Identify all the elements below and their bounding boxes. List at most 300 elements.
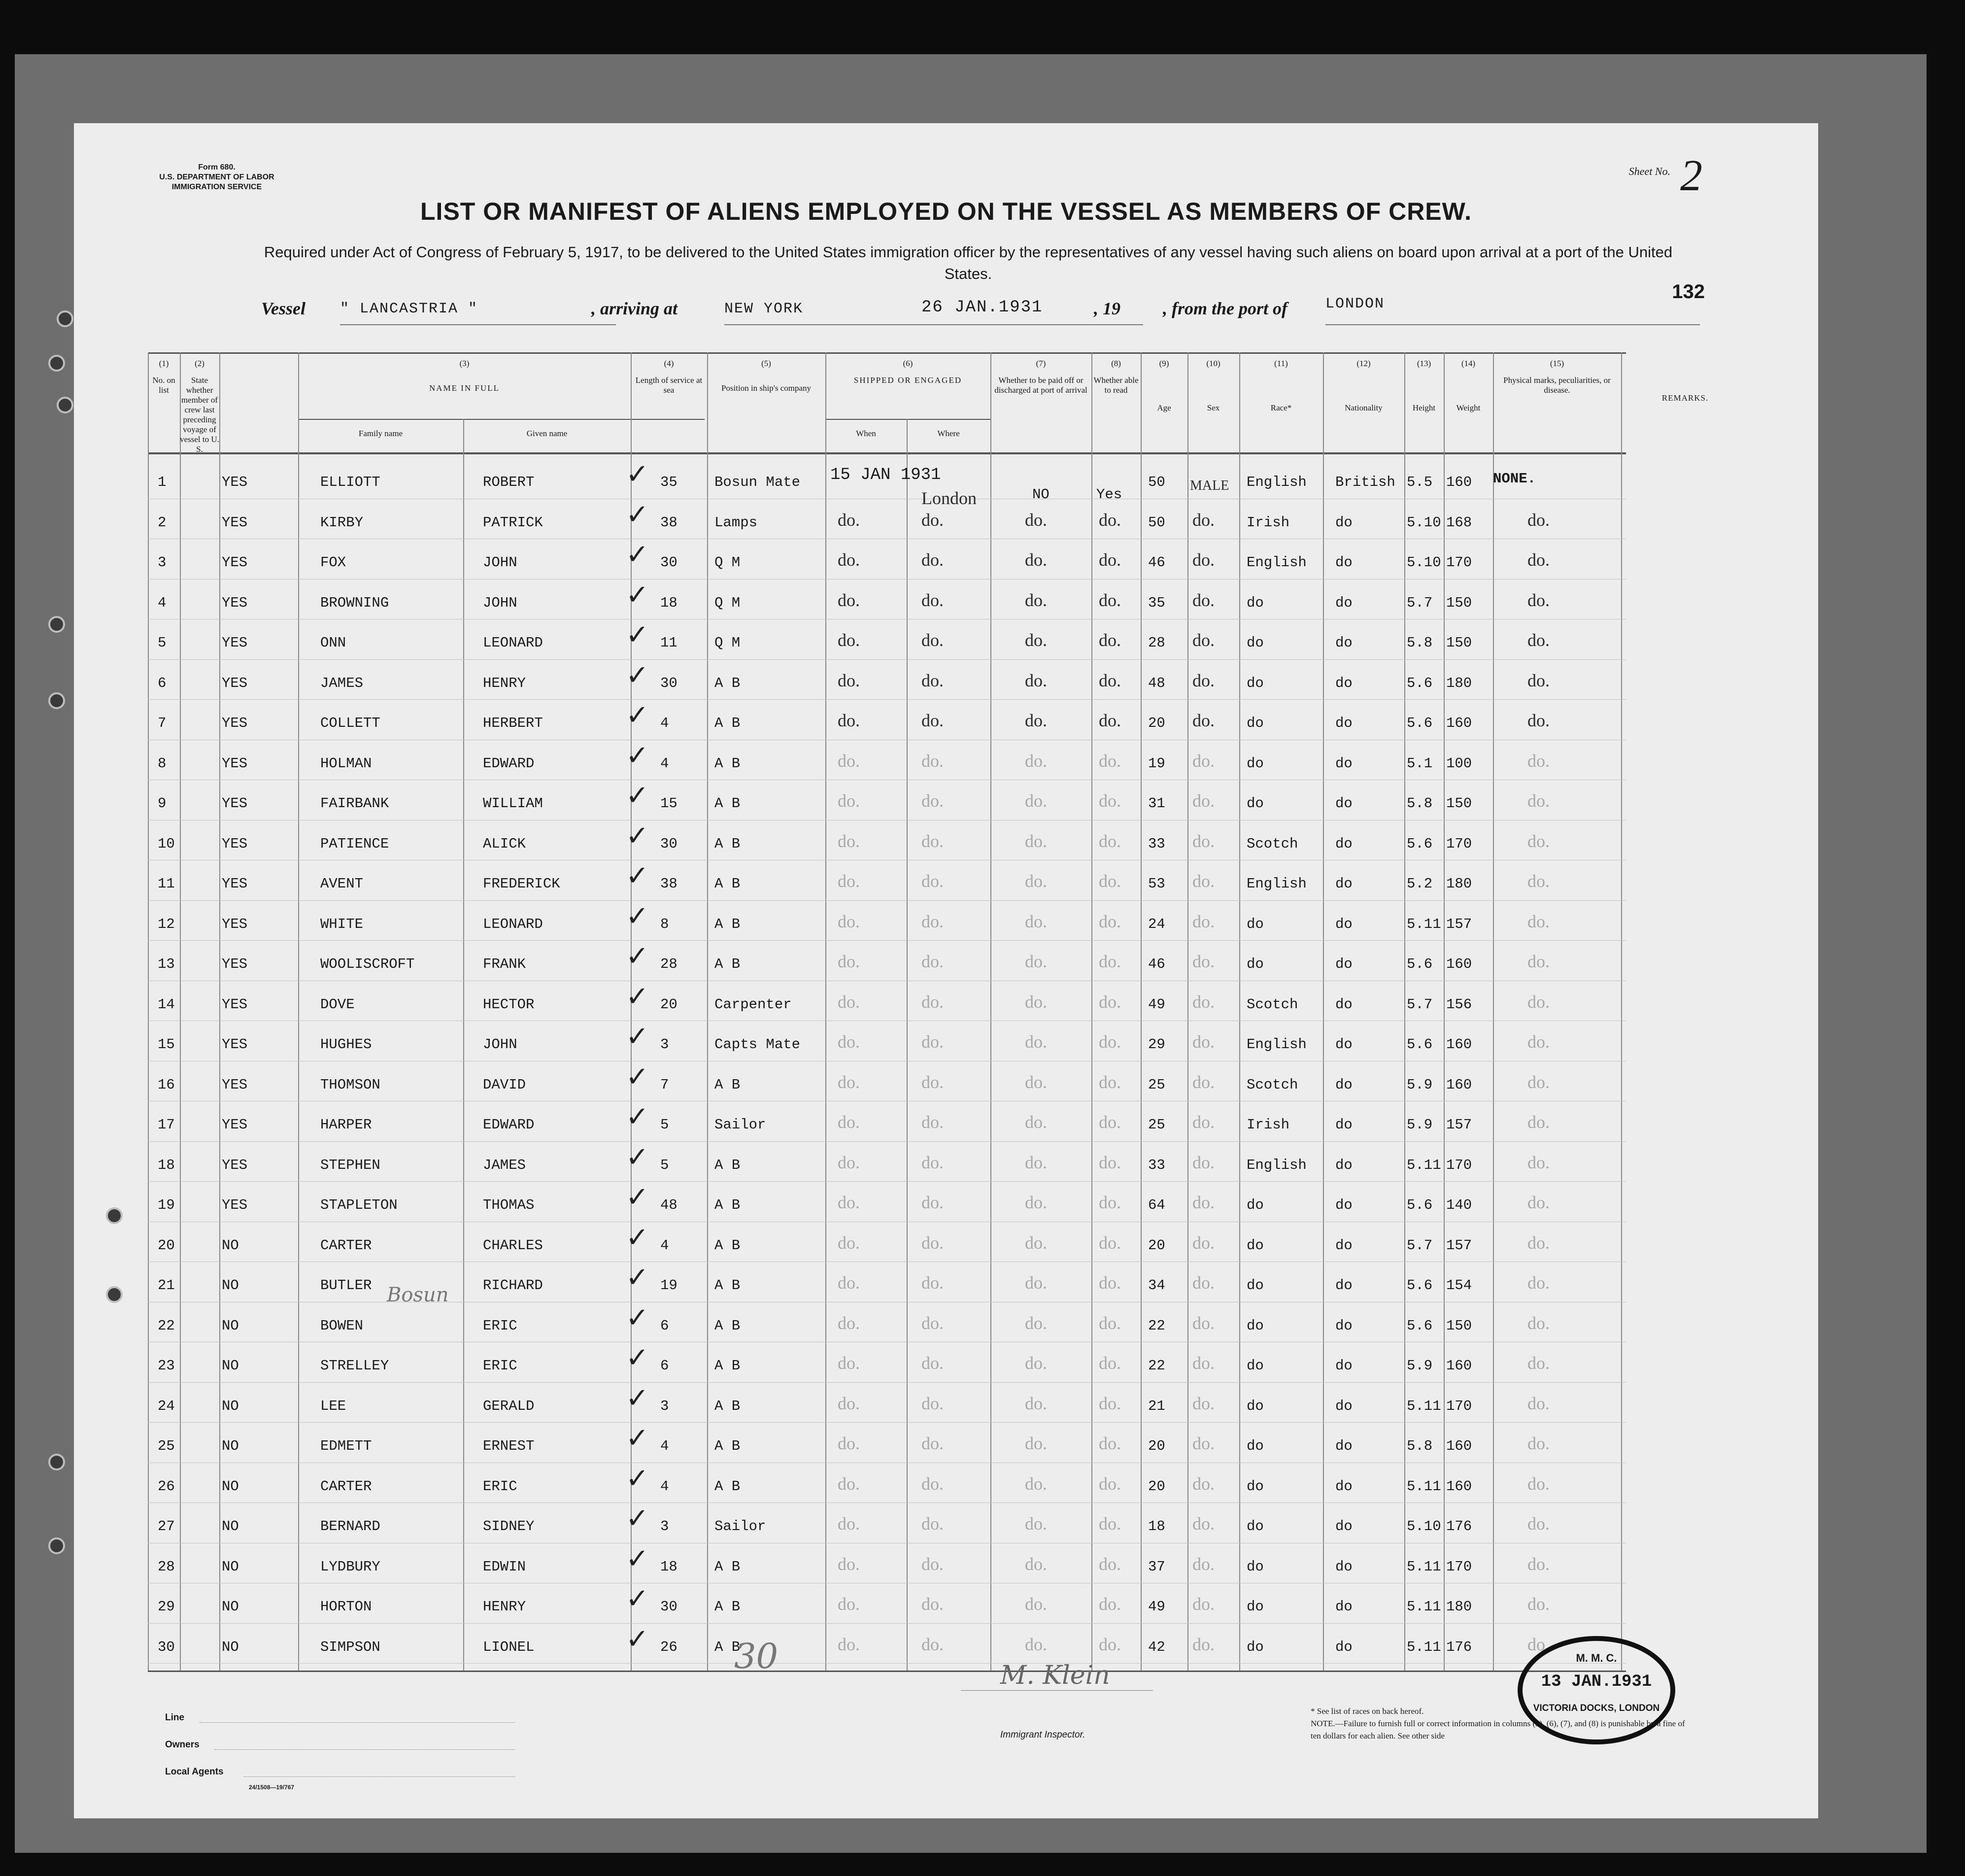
- age: 22: [1148, 1317, 1165, 1334]
- weight: 157: [1446, 916, 1472, 932]
- ditto-read: do.: [1099, 791, 1121, 811]
- agents-underline: [244, 1776, 515, 1777]
- race: do: [1247, 1518, 1264, 1535]
- weight: 160: [1446, 956, 1472, 972]
- when-header: When: [856, 429, 876, 438]
- ditto-read: do.: [1099, 590, 1121, 610]
- ditto-where: do.: [921, 1313, 944, 1333]
- col-rule: [907, 419, 908, 1671]
- age: 29: [1148, 1036, 1165, 1053]
- nationality: do: [1335, 1277, 1353, 1294]
- punch-hole: [106, 1207, 123, 1224]
- ditto-where: do.: [921, 670, 944, 690]
- row-rule: [148, 900, 1626, 901]
- ditto-read: do.: [1099, 1232, 1121, 1253]
- col-rule: [1404, 352, 1405, 1671]
- nationality: do: [1335, 1237, 1353, 1254]
- col-rule: [180, 352, 181, 1671]
- check-mark-icon: ✓: [626, 940, 649, 972]
- from-port-label: , from the port of: [1163, 299, 1288, 318]
- ditto-where: do.: [921, 952, 944, 971]
- col-rule: [1444, 352, 1445, 1671]
- ditto-when: do.: [838, 590, 860, 610]
- service-length: 4: [660, 755, 669, 772]
- height: 5.5: [1407, 474, 1433, 490]
- age: 53: [1148, 876, 1165, 892]
- ditto-read: do.: [1099, 871, 1121, 891]
- ditto-when: do.: [838, 831, 860, 851]
- race: do: [1247, 1277, 1264, 1294]
- sheet-no-label: Sheet No.: [1628, 165, 1670, 177]
- height: 5.6: [1407, 675, 1433, 691]
- col14-header: (14) Weight: [1456, 359, 1481, 412]
- previous-voyage: YES: [222, 996, 248, 1013]
- nationality: do: [1335, 1076, 1353, 1093]
- row-number: 29: [158, 1599, 175, 1615]
- given-name: PATRICK: [483, 514, 543, 531]
- race: do: [1247, 1358, 1264, 1374]
- line-label: Line: [165, 1712, 185, 1723]
- arriving-label: , arriving at: [591, 299, 678, 318]
- ditto-marks: do.: [1527, 911, 1550, 931]
- nationality: do: [1335, 1117, 1353, 1133]
- age: 33: [1148, 835, 1165, 852]
- nationality: do: [1335, 1478, 1353, 1495]
- check-mark-icon: ✓: [626, 1181, 649, 1213]
- row-rule: [148, 659, 1626, 660]
- check-mark-icon: ✓: [626, 819, 649, 852]
- height: 5.6: [1407, 956, 1433, 972]
- age: 25: [1148, 1076, 1165, 1093]
- row-number: 1: [158, 474, 167, 490]
- given-name: ERNEST: [483, 1438, 535, 1454]
- height: 5.6: [1407, 1036, 1433, 1053]
- race: do: [1247, 1438, 1264, 1454]
- race: do: [1247, 1237, 1264, 1254]
- punch-hole: [106, 1286, 123, 1303]
- ditto-paid-off: do.: [1025, 1433, 1047, 1453]
- ditto-paid-off: do.: [1025, 871, 1047, 891]
- ditto-where: do.: [921, 1353, 944, 1373]
- row-number: 19: [158, 1197, 175, 1213]
- shipped-date: 15 JAN 1931: [830, 466, 941, 484]
- arrival-date: 26 JAN.1931: [921, 298, 1043, 317]
- ditto-read: do.: [1099, 510, 1121, 530]
- service-length: 30: [660, 554, 678, 571]
- ditto-marks: do.: [1527, 1554, 1550, 1574]
- service-length: 6: [660, 1317, 669, 1334]
- position: A B: [714, 675, 741, 691]
- service-length: 4: [660, 1237, 669, 1254]
- ditto-when: do.: [838, 791, 860, 811]
- nationality: do: [1335, 554, 1353, 571]
- check-mark-icon: ✓: [626, 619, 649, 651]
- given-name: HENRY: [483, 1599, 526, 1615]
- age: 34: [1148, 1277, 1165, 1294]
- service-length: 15: [660, 795, 678, 812]
- check-mark-icon: ✓: [626, 739, 649, 772]
- height: 5.8: [1407, 1438, 1433, 1454]
- previous-voyage: YES: [222, 755, 248, 772]
- nationality: do: [1335, 1438, 1353, 1454]
- col12-header: (12) Nationality: [1345, 359, 1383, 412]
- ditto-when: do.: [838, 911, 860, 931]
- family-name: BERNARD: [320, 1518, 380, 1535]
- ditto-read: do.: [1099, 991, 1121, 1012]
- ditto-marks: do.: [1527, 670, 1550, 690]
- ditto-marks: do.: [1527, 871, 1550, 891]
- punch-hole: [48, 616, 65, 633]
- position: Lamps: [714, 514, 758, 531]
- ditto-paid-off: do.: [1025, 1072, 1047, 1092]
- position: A B: [714, 1197, 741, 1213]
- ditto-where: do.: [921, 1514, 944, 1534]
- ditto-when: do.: [838, 550, 860, 570]
- row-number: 13: [158, 956, 175, 972]
- height: 5.2: [1407, 876, 1433, 892]
- given-name: ERIC: [483, 1478, 517, 1495]
- bowen-note-annotation: Bosun: [387, 1284, 449, 1306]
- given-name: RICHARD: [483, 1277, 543, 1294]
- weight: 150: [1446, 795, 1472, 812]
- ditto-where: do.: [921, 1273, 944, 1293]
- ditto-read: do.: [1099, 1193, 1121, 1212]
- table-bottom-border: [148, 1671, 1626, 1672]
- ditto-marks: do.: [1527, 1594, 1550, 1614]
- check-mark-icon: ✓: [626, 579, 649, 611]
- age: 42: [1148, 1638, 1165, 1655]
- owners-label: Owners: [165, 1740, 200, 1750]
- col-rule: [1141, 352, 1142, 1671]
- ditto-sex: do.: [1192, 1193, 1215, 1212]
- family-name: STRELLEY: [320, 1358, 389, 1374]
- family-name: HARPER: [320, 1117, 372, 1133]
- service-length: 3: [660, 1036, 669, 1053]
- given-name: ERIC: [483, 1317, 517, 1334]
- position: Q M: [714, 635, 741, 651]
- position: A B: [714, 1599, 741, 1615]
- nationality: do: [1335, 1197, 1353, 1213]
- weight: 180: [1446, 876, 1472, 892]
- position: A B: [714, 1277, 741, 1294]
- position: A B: [714, 876, 741, 892]
- name-subheader-rule: [298, 419, 705, 420]
- race: English: [1247, 1036, 1307, 1053]
- ditto-where: do.: [921, 1032, 944, 1052]
- races-footnote: * See list of races on back hereof.: [1311, 1706, 1424, 1716]
- previous-voyage: YES: [222, 795, 248, 812]
- ditto-sex: do.: [1192, 871, 1215, 891]
- position: A B: [714, 1638, 741, 1655]
- col-rule: [219, 352, 220, 1671]
- given-name: DAVID: [483, 1076, 526, 1093]
- ditto-marks: do.: [1527, 1634, 1550, 1654]
- document-title: LIST OR MANIFEST OF ALIENS EMPLOYED ON THE VESSEL AS MEMBERS OF CREW.: [420, 198, 1472, 225]
- col13-header: (13) Height: [1412, 359, 1436, 412]
- race: do: [1247, 1478, 1264, 1495]
- age: 21: [1148, 1398, 1165, 1414]
- race: do: [1247, 594, 1264, 611]
- height: 5.11: [1407, 1638, 1441, 1655]
- col4-header: (4) Length of service at sea: [635, 359, 703, 395]
- ditto-where: do.: [921, 750, 944, 771]
- weight: 157: [1446, 1237, 1472, 1254]
- ditto-read: do.: [1099, 1594, 1121, 1614]
- row-number: 16: [158, 1076, 175, 1093]
- ditto-where: do.: [921, 711, 944, 730]
- col2-header: (2) State whether member of crew last preceding voyage of vessel to U. S.: [180, 359, 219, 454]
- owners-underline: [214, 1749, 515, 1750]
- ditto-read: do.: [1099, 831, 1121, 851]
- weight: 170: [1446, 554, 1472, 571]
- race: English: [1247, 474, 1307, 490]
- ditto-paid-off: do.: [1025, 1032, 1047, 1052]
- nationality: do: [1335, 916, 1353, 932]
- col-rule: [1187, 352, 1188, 1671]
- position: Sailor: [714, 1518, 766, 1535]
- row-rule: [148, 1422, 1626, 1423]
- given-name-header: Given name: [526, 429, 568, 438]
- ditto-when: do.: [838, 1473, 860, 1494]
- col8-header: (8) Whether able to read: [1093, 359, 1139, 395]
- previous-voyage: NO: [222, 1438, 239, 1454]
- col11-header: (11) Race*: [1270, 359, 1292, 412]
- ditto-where: do.: [921, 590, 944, 610]
- ditto-read: do.: [1099, 952, 1121, 971]
- height: 5.6: [1407, 1317, 1433, 1334]
- service-length: 28: [660, 956, 678, 972]
- given-name: ALICK: [483, 835, 526, 852]
- document-subtitle: Required under Act of Congress of February 5, 1917, to be delivered to the United States immigration officer by the representatives of any vessel having such aliens on board upon arrival at a port of the United States.: [264, 243, 1673, 282]
- family-name: KIRBY: [320, 514, 364, 531]
- weight: 160: [1446, 1036, 1472, 1053]
- given-name: LEONARD: [483, 635, 543, 651]
- vessel-label: Vessel: [261, 299, 305, 318]
- age: 20: [1148, 1478, 1165, 1495]
- nationality: do: [1335, 956, 1353, 972]
- ditto-marks: do.: [1527, 550, 1550, 570]
- age: 46: [1148, 956, 1165, 972]
- height: 5.11: [1407, 1558, 1441, 1575]
- ditto-where: do.: [921, 1072, 944, 1092]
- row-rule: [148, 699, 1626, 700]
- family-name: CARTER: [320, 1478, 372, 1495]
- ditto-sex: do.: [1192, 1353, 1215, 1373]
- ditto-marks: do.: [1527, 1433, 1550, 1453]
- row-rule: [148, 1623, 1626, 1624]
- inspector-underline: [961, 1690, 1153, 1691]
- ditto-where: do.: [921, 1554, 944, 1574]
- ditto-where: do.: [921, 1594, 944, 1614]
- ditto-when: do.: [838, 1032, 860, 1052]
- family-name: BROWNING: [320, 594, 389, 611]
- col-rule: [707, 352, 708, 1671]
- ditto-sex: do.: [1192, 590, 1215, 610]
- ditto-when: do.: [838, 1313, 860, 1333]
- age: 24: [1148, 916, 1165, 932]
- family-name: HUGHES: [320, 1036, 372, 1053]
- ditto-paid-off: do.: [1025, 750, 1047, 771]
- row-number: 10: [158, 835, 175, 852]
- row-number: 8: [158, 755, 167, 772]
- given-name: ROBERT: [483, 474, 535, 490]
- race: do: [1247, 715, 1264, 731]
- position: Sailor: [714, 1117, 766, 1133]
- ditto-sex: do.: [1192, 1554, 1215, 1574]
- row-number: 9: [158, 795, 167, 812]
- row-number: 3: [158, 554, 167, 571]
- family-name: LEE: [320, 1398, 346, 1414]
- service-length: 19: [660, 1277, 678, 1294]
- position: A B: [714, 715, 741, 731]
- family-name: HORTON: [320, 1599, 372, 1615]
- ditto-sex: do.: [1192, 831, 1215, 851]
- paid-off-first: NO: [1032, 486, 1050, 503]
- race: do: [1247, 755, 1264, 772]
- row-number: 17: [158, 1117, 175, 1133]
- form-identifier: [128, 163, 305, 192]
- ditto-sex: do.: [1192, 1433, 1215, 1453]
- nationality: do: [1335, 1036, 1353, 1053]
- ditto-when: do.: [838, 1634, 860, 1654]
- age: 19: [1148, 755, 1165, 772]
- position: A B: [714, 1157, 741, 1173]
- manifest-page: [74, 123, 1818, 1818]
- nationality: do: [1335, 1558, 1353, 1575]
- family-name: DOVE: [320, 996, 355, 1013]
- ditto-where: do.: [921, 791, 944, 811]
- ditto-marks: do.: [1527, 831, 1550, 851]
- row-number: 11: [158, 876, 175, 892]
- position: A B: [714, 1237, 741, 1254]
- weight: 170: [1446, 1398, 1472, 1414]
- age: 49: [1148, 1599, 1165, 1615]
- height: 5.7: [1407, 996, 1433, 1013]
- height: 5.11: [1407, 916, 1441, 932]
- row-rule: [148, 1502, 1626, 1503]
- punch-hole: [57, 397, 73, 413]
- previous-voyage: YES: [222, 554, 248, 571]
- given-name: GERALD: [483, 1398, 535, 1414]
- weight: 156: [1446, 996, 1472, 1013]
- ditto-when: do.: [838, 1273, 860, 1293]
- age: 20: [1148, 715, 1165, 731]
- race: do: [1247, 1317, 1264, 1334]
- ditto-where: do.: [921, 1473, 944, 1494]
- col6-header: (6) SHIPPED OR ENGAGED: [853, 359, 962, 385]
- race: do: [1247, 795, 1264, 812]
- check-mark-icon: ✓: [626, 1462, 649, 1495]
- ditto-sex: do.: [1192, 911, 1215, 931]
- previous-voyage: YES: [222, 916, 248, 932]
- position: Q M: [714, 554, 741, 571]
- family-name: STEPHEN: [320, 1157, 380, 1173]
- check-mark-icon: ✓: [626, 1583, 649, 1615]
- height: 5.10: [1407, 514, 1441, 531]
- race: English: [1247, 1157, 1307, 1173]
- ditto-sex: do.: [1192, 952, 1215, 971]
- family-name: ONN: [320, 635, 346, 651]
- family-name: JAMES: [320, 675, 364, 691]
- row-number: 15: [158, 1036, 175, 1053]
- able-to-read-first: Yes: [1096, 486, 1122, 503]
- check-mark-icon: ✓: [626, 1021, 649, 1053]
- service-length: 35: [660, 474, 678, 490]
- previous-voyage: NO: [222, 1518, 239, 1535]
- position: A B: [714, 1478, 741, 1495]
- inspector-signature: M. Klein: [1000, 1661, 1110, 1690]
- age: 25: [1148, 1117, 1165, 1133]
- ditto-paid-off: do.: [1025, 1353, 1047, 1373]
- ditto-paid-off: do.: [1025, 952, 1047, 971]
- age: 50: [1148, 514, 1165, 531]
- ditto-read: do.: [1099, 1032, 1121, 1052]
- check-mark-icon: ✓: [626, 1060, 649, 1093]
- weight: 176: [1446, 1518, 1472, 1535]
- ditto-read: do.: [1099, 1072, 1121, 1092]
- age: 31: [1148, 795, 1165, 812]
- ditto-marks: do.: [1527, 590, 1550, 610]
- ditto-where: do.: [921, 630, 944, 650]
- ditto-sex: do.: [1192, 1634, 1215, 1654]
- penalty-note: NOTE.—Failure to furnish full or correct information in columns (3), (6), (7), and (8) is punishable by a fine of ten dollars for each alien. See other side: [1311, 1719, 1685, 1740]
- ditto-marks: do.: [1527, 952, 1550, 971]
- weight: 157: [1446, 1117, 1472, 1133]
- service-length: 30: [660, 835, 678, 852]
- row-number: 7: [158, 715, 167, 731]
- weight: 160: [1446, 715, 1472, 731]
- row-number: 26: [158, 1478, 175, 1495]
- ditto-sex: do.: [1192, 1594, 1215, 1614]
- form-number: Form 680.: [198, 163, 236, 171]
- check-mark-icon: ✓: [626, 1221, 649, 1254]
- row-rule: [148, 1382, 1626, 1383]
- sex-first: MALE: [1190, 478, 1229, 493]
- ditto-when: do.: [838, 1514, 860, 1534]
- row-rule: [148, 579, 1626, 580]
- service-length: 4: [660, 1438, 669, 1454]
- family-name: EDMETT: [320, 1438, 372, 1454]
- age: 49: [1148, 996, 1165, 1013]
- shipped-subheader-rule: [825, 419, 990, 420]
- previous-voyage: YES: [222, 474, 248, 490]
- family-name: STAPLETON: [320, 1197, 398, 1213]
- nationality: do: [1335, 1317, 1353, 1334]
- total-count-annotation: 30: [734, 1636, 779, 1676]
- age: 48: [1148, 675, 1165, 691]
- previous-voyage: YES: [222, 956, 248, 972]
- department-name: U.S. DEPARTMENT OF LABOR: [159, 173, 274, 181]
- height: 5.11: [1407, 1478, 1441, 1495]
- page-number: 132: [1672, 281, 1705, 303]
- family-name: WOOLISCROFT: [320, 956, 415, 972]
- remarks-header: REMARKS.: [1661, 393, 1709, 403]
- previous-voyage: YES: [222, 876, 248, 892]
- col-rule: [298, 352, 299, 1671]
- service-length: 7: [660, 1076, 669, 1093]
- previous-voyage: YES: [222, 594, 248, 611]
- ditto-when: do.: [838, 1594, 860, 1614]
- ditto-paid-off: do.: [1025, 991, 1047, 1012]
- col9-header: (9) Age: [1157, 359, 1171, 412]
- position: A B: [714, 956, 741, 972]
- nationality: do: [1335, 635, 1353, 651]
- race: Irish: [1247, 514, 1290, 531]
- previous-voyage: YES: [222, 1076, 248, 1093]
- ditto-where: do.: [921, 1634, 944, 1654]
- previous-voyage: YES: [222, 675, 248, 691]
- ditto-read: do.: [1099, 1634, 1121, 1654]
